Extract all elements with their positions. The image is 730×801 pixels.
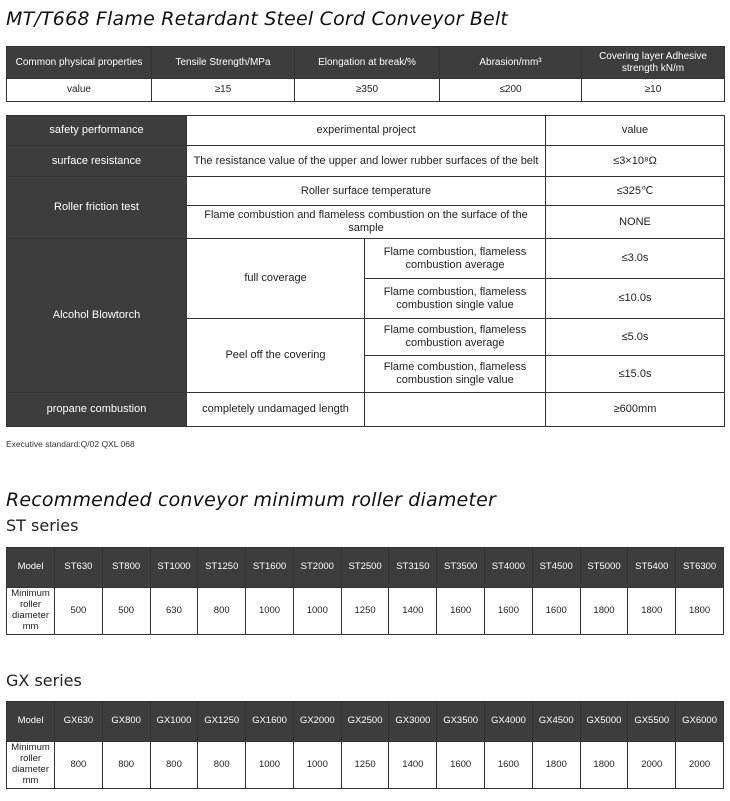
header-cell: Common physical properties [7, 47, 152, 79]
model-cell: ST630 [55, 548, 103, 588]
diameter-cell: 1250 [341, 588, 389, 635]
model-cell: ST5000 [580, 548, 628, 588]
diameter-cell: 800 [55, 742, 103, 789]
model-row [7, 548, 724, 588]
table-cell: completely undamaged length [187, 393, 365, 427]
row-label: propane combustion [7, 393, 187, 427]
diameter-row [7, 742, 724, 789]
standard-note: Executive standard:Q/02 QXL 068 [6, 439, 135, 449]
table-cell: ≤200 [440, 79, 582, 102]
safety-performance-table [6, 115, 725, 427]
table-cell: ≤325℃ [546, 177, 725, 206]
row-label: Minimum roller diameter mm [7, 742, 55, 789]
table-cell: ≤10.0s [546, 279, 725, 319]
row-label: Alcohol Blowtorch [7, 239, 187, 393]
diameter-cell: 630 [150, 588, 198, 635]
diameter-row [7, 588, 724, 635]
table-cell: ≥350 [295, 79, 440, 102]
model-cell: GX6000 [676, 702, 724, 742]
row-label: Minimum roller diameter mm [7, 588, 55, 635]
table-header-row [7, 116, 725, 146]
model-cell: ST2000 [293, 548, 341, 588]
diameter-cell: 800 [198, 742, 246, 789]
table-row [7, 177, 725, 206]
diameter-cell: 1600 [532, 588, 580, 635]
header-cell: Elongation at break/% [295, 47, 440, 79]
model-cell: ST2500 [341, 548, 389, 588]
section-title: Recommended conveyor minimum roller diameter [6, 489, 496, 511]
diameter-cell: 500 [102, 588, 150, 635]
diameter-cell: 2000 [628, 742, 676, 789]
gx-series-heading: GX series [6, 671, 82, 690]
table-cell: Flame combustion and flameless combustion on the surface of the sample [187, 206, 546, 239]
table-cell: Flame combustion, flameless combustion single value [365, 356, 546, 393]
row-label: Model [7, 548, 55, 588]
header-cell: Tensile Strength/MPa [152, 47, 295, 79]
model-cell: GX3000 [389, 702, 437, 742]
model-cell: ST1250 [198, 548, 246, 588]
model-cell: GX800 [102, 702, 150, 742]
diameter-cell: 2000 [676, 742, 724, 789]
header-cell: safety performance [7, 116, 187, 146]
model-cell: GX630 [55, 702, 103, 742]
model-cell: ST4000 [485, 548, 533, 588]
diameter-cell: 1800 [580, 742, 628, 789]
model-cell: ST5400 [628, 548, 676, 588]
table-cell: ≥600mm [546, 393, 725, 427]
table-cell: Roller surface temperature [187, 177, 546, 206]
header-cell: Covering layer Adhesive strength kN/m [582, 47, 725, 79]
diameter-cell: 800 [198, 588, 246, 635]
model-cell: ST800 [102, 548, 150, 588]
diameter-cell: 1600 [437, 742, 485, 789]
st-series-table [6, 547, 724, 635]
diameter-cell: 800 [150, 742, 198, 789]
diameter-cell: 1600 [437, 588, 485, 635]
table-cell: The resistance value of the upper and lower rubber surfaces of the belt [187, 146, 546, 177]
table-cell: ≥15 [152, 79, 295, 102]
table-cell: Flame combustion, flameless combustion single value [365, 279, 546, 319]
group-label: full coverage [187, 239, 365, 319]
table-cell: ≤3×10⁸Ω [546, 146, 725, 177]
model-cell: GX4500 [532, 702, 580, 742]
diameter-cell: 1800 [532, 742, 580, 789]
diameter-cell: 1600 [485, 742, 533, 789]
diameter-cell: 1600 [485, 588, 533, 635]
model-cell: ST6300 [676, 548, 724, 588]
diameter-cell: 1000 [246, 742, 294, 789]
gx-series-table [6, 701, 724, 789]
table-cell: NONE [546, 206, 725, 239]
table-cell: ≤3.0s [546, 239, 725, 279]
table-row [7, 146, 725, 177]
row-label: value [7, 79, 152, 102]
model-cell: ST4500 [532, 548, 580, 588]
group-label: Peel off the covering [187, 319, 365, 393]
table-row [7, 393, 725, 427]
model-row [7, 702, 724, 742]
header-cell: value [546, 116, 725, 146]
header-cell: experimental project [187, 116, 546, 146]
table-cell: ≤5.0s [546, 319, 725, 356]
table-row [7, 79, 725, 102]
diameter-cell: 1250 [341, 742, 389, 789]
diameter-cell: 1800 [676, 588, 724, 635]
diameter-cell: 1000 [246, 588, 294, 635]
physical-properties-table [6, 46, 725, 102]
diameter-cell: 500 [55, 588, 103, 635]
table-row [7, 239, 725, 279]
model-cell: ST3150 [389, 548, 437, 588]
model-cell: GX2000 [293, 702, 341, 742]
model-cell: GX4000 [485, 702, 533, 742]
table-cell: Flame combustion, flameless combustion average [365, 319, 546, 356]
page-title: MT/T668 Flame Retardant Steel Cord Conveyor Belt [6, 8, 509, 30]
row-label: Roller friction test [7, 177, 187, 239]
table-cell [365, 393, 546, 427]
diameter-cell: 1400 [389, 588, 437, 635]
diameter-cell: 1800 [628, 588, 676, 635]
row-label: surface resistance [7, 146, 187, 177]
diameter-cell: 800 [102, 742, 150, 789]
diameter-cell: 1800 [580, 588, 628, 635]
table-cell: ≥10 [582, 79, 725, 102]
st-series-heading: ST series [6, 516, 79, 535]
model-cell: GX1600 [246, 702, 294, 742]
diameter-cell: 1400 [389, 742, 437, 789]
model-cell: ST1600 [246, 548, 294, 588]
diameter-cell: 1000 [293, 742, 341, 789]
model-cell: GX1250 [198, 702, 246, 742]
model-cell: GX5500 [628, 702, 676, 742]
table-header-row [7, 47, 725, 79]
diameter-cell: 1000 [293, 588, 341, 635]
table-cell: ≤15.0s [546, 356, 725, 393]
model-cell: GX3500 [437, 702, 485, 742]
row-label: Model [7, 702, 55, 742]
table-cell: Flame combustion, flameless combustion average [365, 239, 546, 279]
model-cell: ST3500 [437, 548, 485, 588]
model-cell: ST1000 [150, 548, 198, 588]
model-cell: GX5000 [580, 702, 628, 742]
header-cell: Abrasion/mm³ [440, 47, 582, 79]
model-cell: GX1000 [150, 702, 198, 742]
model-cell: GX2500 [341, 702, 389, 742]
